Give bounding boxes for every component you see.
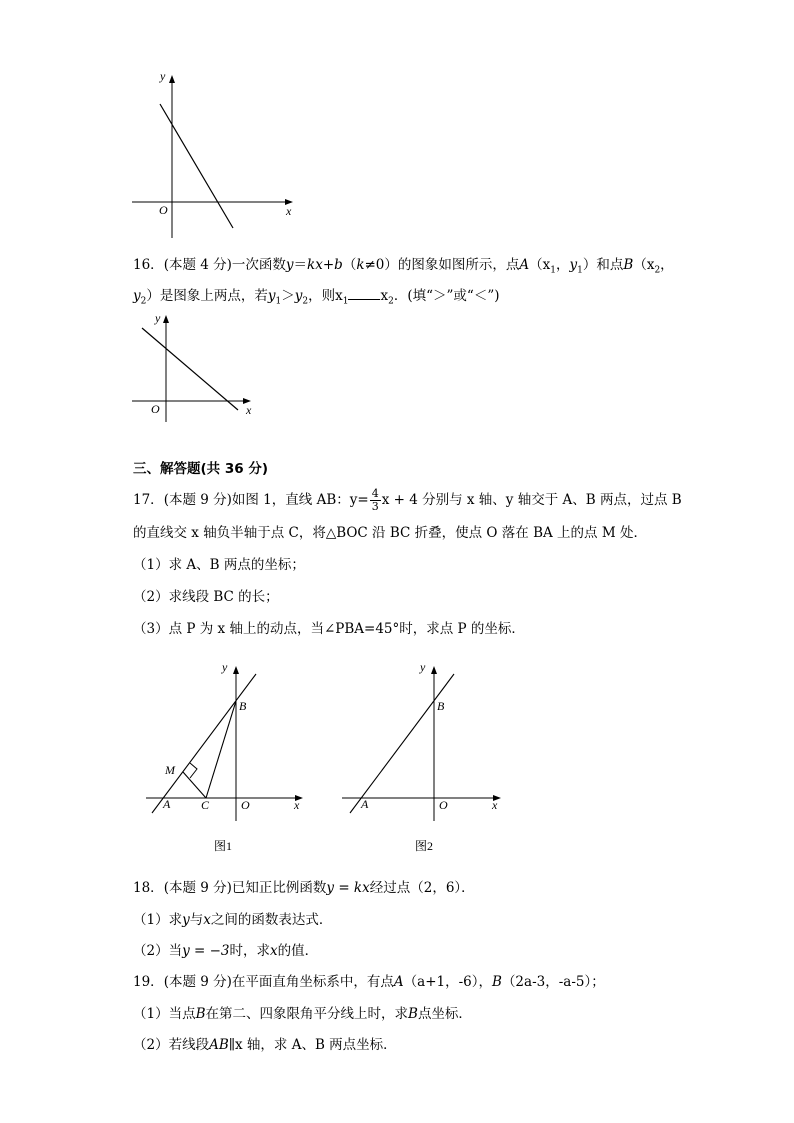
q19-p1b-letter-2: B <box>408 1006 418 1022</box>
cmp-y2-sub: 2 <box>302 296 309 307</box>
label-b: B <box>437 699 445 713</box>
q19-number: 19． <box>133 974 164 990</box>
comma: ， <box>556 257 570 273</box>
p2eq: y = −3 <box>182 943 230 959</box>
q18-eq: y = kx <box>326 880 370 896</box>
q17-part-1: （1）求 A、B 两点的坐标； <box>133 557 305 573</box>
pa-close: ） <box>582 257 597 273</box>
ans-x2: x <box>380 288 389 304</box>
eq-eq: ＝ <box>293 257 308 273</box>
p1y: y <box>182 912 190 928</box>
graph-1 <box>128 66 308 241</box>
y-axis-arrow <box>431 666 437 674</box>
q17-part-3: （3）点 P 为 x 轴上的动点，当∠PBA=45°时，求点 P 的坐标． <box>133 621 525 637</box>
p1b: 与 <box>189 912 204 928</box>
p1x: x <box>203 912 211 928</box>
q17-part-2: （2）求线段 BC 的长； <box>133 589 279 605</box>
q19-part-2 <box>133 1035 397 1055</box>
q18-part-2 <box>133 941 318 961</box>
q19-b: B <box>492 974 502 990</box>
q16-line-2 <box>133 286 499 312</box>
y-axis-arrow <box>233 666 239 674</box>
q16-text-e: ．(填“＞”或“＜”) <box>393 288 500 304</box>
cond-open: （ <box>342 257 357 273</box>
p2b: 时，求 <box>229 943 271 959</box>
q19-a-coords: （a+1，-6）， <box>403 974 493 990</box>
section-title: 三、解答题(共 36 分) <box>133 461 269 477</box>
p2c: 的值． <box>277 943 319 959</box>
line-ab <box>152 674 256 813</box>
graph-2 <box>128 310 268 425</box>
q18-text-a: (本题 9 分)已知正比例函数 <box>163 880 327 896</box>
origin-label: O <box>151 402 160 416</box>
q17-line-2: 的直线交 x 轴负半轴于点 C，将△BOC 沿 BC 折叠，使点 O 落在 BA 上的点 M 处． <box>133 525 647 541</box>
cmp-y1-sub: 1 <box>275 296 282 307</box>
ans-x1-sub: 1 <box>342 296 349 307</box>
ans-x2-sub: 2 <box>388 296 394 307</box>
q19-p1c: 点坐标． <box>417 1006 472 1022</box>
answer-blank[interactable] <box>348 287 380 300</box>
caption-2: 图2 <box>415 839 434 853</box>
label-x: x <box>294 798 300 812</box>
function-line <box>142 328 238 410</box>
q19-p1a: （1）当点 <box>133 1006 196 1022</box>
origin-label: O <box>159 203 168 217</box>
eq-plus: + <box>322 257 335 273</box>
x1-sub: 1 <box>550 265 557 276</box>
q19-p2b: ∥x 轴，求 A、B 两点坐标． <box>228 1037 397 1053</box>
eq-b: b <box>334 257 343 273</box>
q18-line-1 <box>133 878 475 898</box>
x2-sub: 2 <box>654 265 661 276</box>
right-angle-mark <box>190 763 197 778</box>
cond-k: k <box>356 257 365 273</box>
pb-open: （ <box>633 257 647 273</box>
q17-number: 17． <box>133 492 164 508</box>
label-y: y <box>222 660 228 674</box>
comma-2: ， <box>660 257 674 273</box>
q17-line-1 <box>133 488 682 513</box>
q16-text-d: ，则 <box>308 288 336 304</box>
q19-b-coords: （2a-3，-a-5）； <box>501 974 605 990</box>
label-c: C <box>201 798 210 812</box>
eq-y: y <box>285 257 294 273</box>
cond-close: ） <box>384 257 398 273</box>
line-bc <box>206 701 236 798</box>
ans-x1: x <box>335 288 343 304</box>
x-label: x <box>246 403 252 417</box>
fraction <box>370 488 381 513</box>
q16-text-b: 的图象如图所示，点 <box>397 257 520 273</box>
q16-text: (本题 4 分)一次函数 <box>163 257 286 273</box>
q16-number: 16． <box>133 257 164 273</box>
q16-line-1 <box>133 255 674 281</box>
q19-text-a: (本题 9 分)在平面直角坐标系中，有点 <box>163 974 394 990</box>
label-a: A <box>361 797 369 811</box>
y2-sub: 2 <box>140 296 147 307</box>
label-m: M <box>165 763 175 777</box>
p1a: （1）求 <box>133 912 183 928</box>
label-y: y <box>420 660 426 674</box>
x1: x <box>542 257 551 273</box>
eq-kx: kx <box>307 257 323 273</box>
q19-part-1 <box>133 1004 472 1024</box>
cmp-gt: ＞ <box>281 288 295 304</box>
y-axis-arrow <box>169 75 175 83</box>
label-o: O <box>439 798 448 812</box>
label-b: B <box>239 699 247 713</box>
point-a: A <box>519 257 530 273</box>
y-label: y <box>160 69 166 83</box>
y-axis-arrow <box>163 315 169 323</box>
label-x: x <box>492 798 498 812</box>
q17-text-b: x + 4 分别与 x 轴、y 轴交于 A、B 两点，过点 B <box>381 492 682 508</box>
q19-p2ab: AB <box>209 1037 229 1053</box>
q18-text-b: 经过点（2，6）． <box>369 880 475 896</box>
q18-number: 18． <box>133 880 164 896</box>
figure-2 <box>338 655 513 860</box>
x2: x <box>646 257 655 273</box>
q19-line-1 <box>133 972 605 992</box>
figure-1 <box>140 655 315 860</box>
q18-part-1 <box>133 910 332 930</box>
x-label: x <box>286 204 292 218</box>
pa-open: （ <box>529 257 543 273</box>
q17-text-a: (本题 9 分)如图 1，直线 AB：y= <box>163 492 369 508</box>
and-text: 和点 <box>596 257 624 273</box>
p1c: 之间的函数表达式． <box>210 912 333 928</box>
y2: y <box>133 288 141 304</box>
q16-text-c: ）是图象上两点，若 <box>146 288 268 304</box>
cmp-y1: y <box>267 288 276 304</box>
function-line <box>160 104 233 228</box>
y1-sub: 1 <box>577 265 583 276</box>
y1: y <box>569 257 578 273</box>
cmp-y2: y <box>294 288 303 304</box>
line-ab <box>350 674 454 813</box>
y-label: y <box>155 311 161 325</box>
q19-p2a: （2）若线段 <box>133 1037 210 1053</box>
p2a: （2）当 <box>133 943 183 959</box>
label-o: O <box>241 798 250 812</box>
point-b: B <box>623 257 634 273</box>
caption-1: 图1 <box>214 839 233 853</box>
label-a: A <box>163 797 171 811</box>
cond-ne: ≠0 <box>364 257 385 273</box>
q19-p1b: 在第二、四象限角平分线上时，求 <box>205 1006 409 1022</box>
fraction-num: 4 <box>371 487 379 500</box>
q19-p1b-letter: B <box>195 1006 206 1022</box>
q19-a: A <box>393 974 404 990</box>
line-mc <box>183 772 206 798</box>
p2x: x <box>270 943 278 959</box>
fraction-den: 3 <box>371 500 379 513</box>
